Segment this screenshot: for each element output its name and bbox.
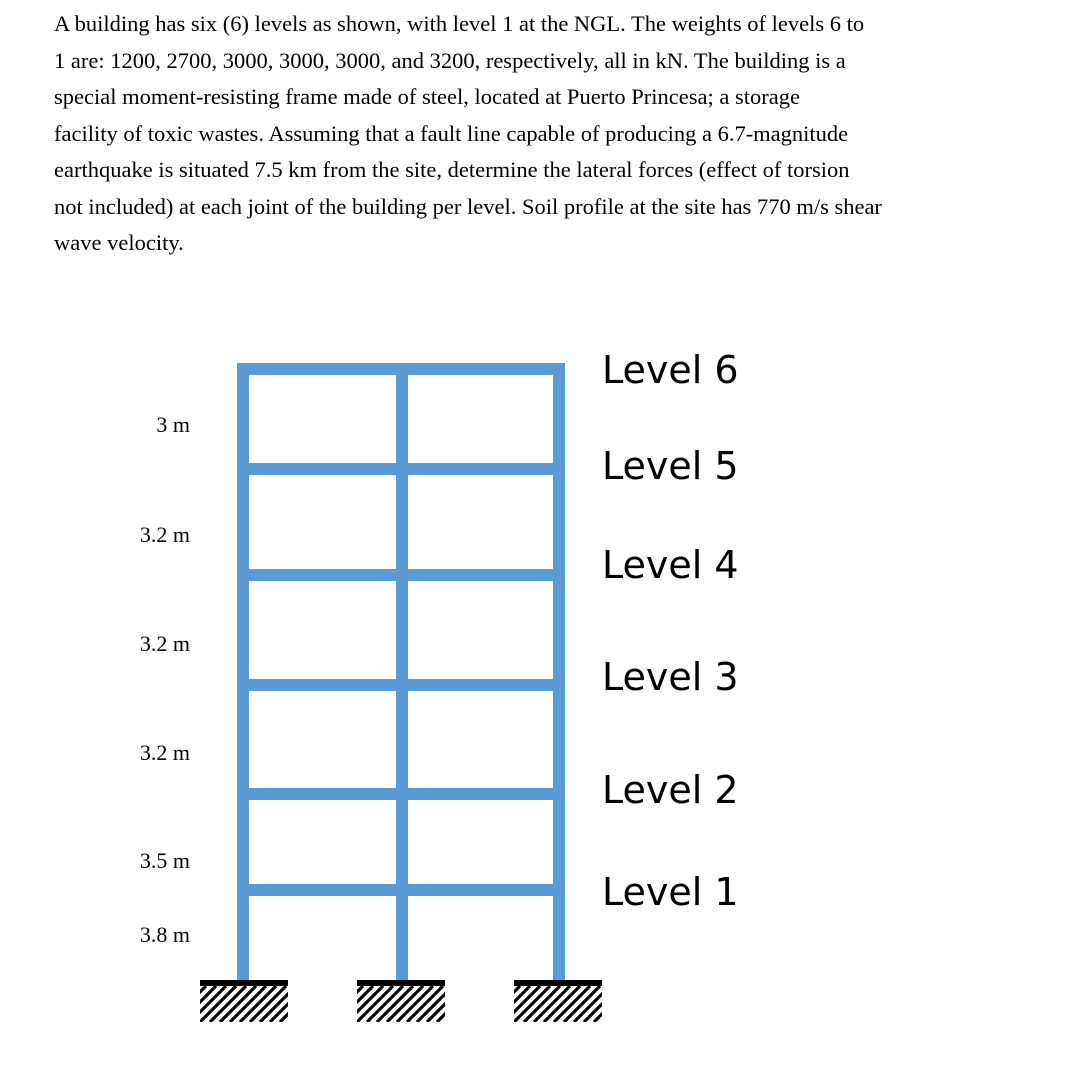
storey-heights — [140, 412, 190, 947]
level-label-5: Level 5 — [602, 444, 739, 488]
beam-level-1 — [237, 884, 565, 896]
problem-line-4: facility of toxic wastes. Assuming that a fault line capable of producing a 6.7-magnitude — [54, 120, 849, 146]
fixed-support-middle — [317, 980, 483, 1022]
beam-level-2 — [237, 788, 565, 800]
height-label-level-1-2: 3.5 m — [139, 848, 190, 873]
problem-line-6: not included) at each joint of the building per level. Soil profile at the site has 770 m/s shear — [54, 193, 882, 219]
problem-line-2: 1 are: 1200, 2700, 3000, 3000, 3000, and 3200, respectively, all in kN. The building is a — [54, 47, 846, 73]
problem-line-7: wave velocity. — [54, 230, 184, 255]
level-label-6: Level 6 — [602, 348, 739, 392]
problem-line-3: special moment-resisting frame made of steel, located at Puerto Princesa; a storage — [54, 84, 800, 109]
problem-line-1: A building has six (6) levels as shown, with level 1 at the NGL. The weights of levels 6 to — [54, 11, 865, 36]
level-label-3: Level 3 — [602, 655, 739, 699]
fixed-support-right — [474, 980, 640, 1022]
level-label-1: Level 1 — [602, 870, 739, 914]
height-label-level-4-5: 3.2 m — [139, 522, 190, 547]
fixed-support-left — [160, 980, 326, 1022]
problem-line-5: earthquake is situated 7.5 km from the site, determine the lateral forces (effect of torsion — [54, 157, 850, 182]
height-label-level-3-4: 3.2 m — [139, 631, 190, 656]
level-label-4: Level 4 — [602, 543, 739, 587]
beam-level-3 — [237, 679, 565, 691]
beam-level-6 — [237, 363, 565, 375]
beam-level-4 — [237, 569, 565, 581]
beam-level-5 — [237, 463, 565, 475]
height-label-level-5-6: 3 m — [156, 412, 190, 437]
height-label-ground-1: 3.8 m — [139, 922, 190, 947]
level-labels — [602, 348, 739, 914]
level-label-2: Level 2 — [602, 768, 739, 812]
frame-members — [237, 363, 565, 982]
height-label-level-2-3: 3.2 m — [139, 740, 190, 765]
